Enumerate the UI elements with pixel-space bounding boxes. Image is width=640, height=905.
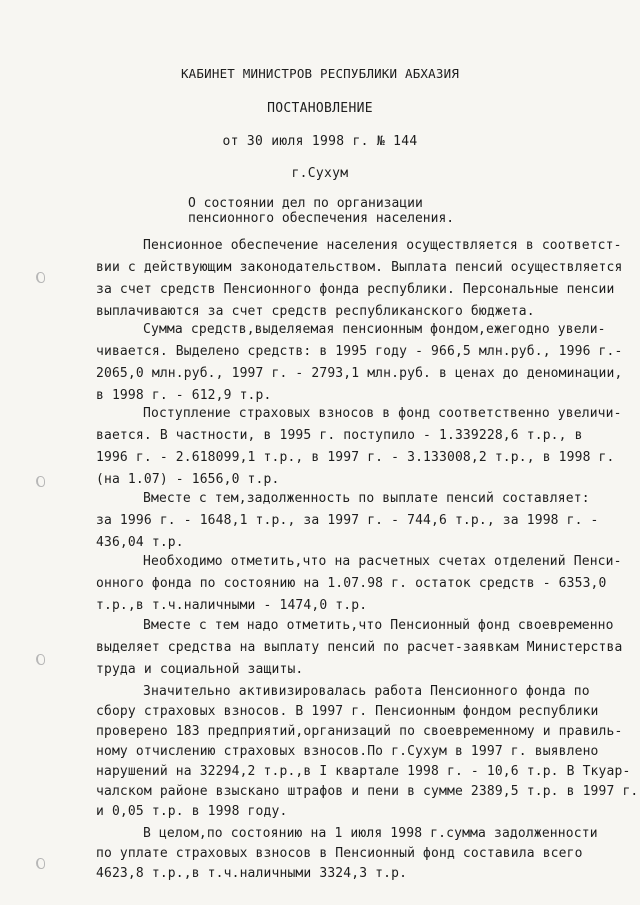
body-line: труда и социальной защиты. <box>96 662 304 677</box>
organization-heading: КАБИНЕТ МИНИСТРОВ РЕСПУБЛИКИ АБХАЗИЯ <box>180 66 460 81</box>
body-line: выплачиваются за счет средств республиканского бюджета. <box>96 304 535 319</box>
body-line: 4623,8 т.р.,в т.ч.наличными 3324,3 т.р. <box>96 866 408 881</box>
body-line: вается. В частности, в 1995 г. поступило - 1.339228,6 т.р., в <box>96 428 583 443</box>
body-line: Вместе с тем надо отметить,что Пенсионный фонд своевременно <box>143 618 614 633</box>
punch-hole-mark <box>36 858 45 869</box>
body-line: по уплате страховых взносов в Пенсионный фонд составила всего <box>96 846 583 861</box>
body-line: нарушений на 32294,2 т.р.,в I квартале 1998 г. - 10,6 т.р. В Ткуар- <box>96 764 631 779</box>
body-line: в 1998 г. - 612,9 т.р. <box>96 388 272 403</box>
punch-hole-mark <box>36 272 45 283</box>
city: г.Сухум <box>291 166 349 181</box>
subject-line: О состоянии дел по организации <box>188 196 423 211</box>
subject-line: пенсионного обеспечения населения. <box>188 211 455 226</box>
document-type: ПОСТАНОВЛЕНИЕ <box>267 101 373 116</box>
body-line: выделяет средства на выплату пенсий по расчет-заявкам Министерства <box>96 640 623 655</box>
punch-hole-mark <box>36 654 45 665</box>
body-line: т.р.,в т.ч.наличными - 1474,0 т.р. <box>96 598 368 613</box>
body-line: за 1996 г. - 1648,1 т.р., за 1997 г. - 744,6 т.р., за 1998 г. - <box>96 513 599 528</box>
body-line: онного фонда по состоянию на 1.07.98 г. остаток средств - 6353,0 <box>96 576 607 591</box>
body-line: Поступление страховых взносов в фонд соответственно увеличи- <box>143 406 622 421</box>
body-line: чалском районе взыскано штрафов и пени в сумме 2389,5 т.р. в 1997 г. <box>96 784 639 799</box>
body-line: (на 1.07) - 1656,0 т.р. <box>96 472 280 487</box>
date-and-number: от 30 июля 1998 г. № 144 <box>222 134 418 149</box>
body-line: 436,04 т.р. <box>96 535 184 550</box>
subject <box>188 196 454 226</box>
punch-hole-mark <box>36 476 45 487</box>
body-line: 2065,0 млн.руб., 1997 г. - 2793,1 млн.руб. в ценах до деноминации, <box>96 366 623 381</box>
body-line: вии с действующим законодательством. Выплата пенсий осуществляется <box>96 260 623 275</box>
body-line: проверено 183 предприятий,организаций по своевременному и правиль- <box>96 724 623 739</box>
body-line: 1996 г. - 2.618099,1 т.р., в 1997 г. - 3.133008,2 т.р., в 1998 г. <box>96 450 615 465</box>
body-line: Сумма средств,выделяемая пенсионным фондом,ежегодно увели- <box>143 322 606 337</box>
body-line: Пенсионное обеспечение населения осуществляется в соответст- <box>143 238 622 253</box>
body-line: сбору страховых взносов. В 1997 г. Пенсионным фондом республики <box>96 704 599 719</box>
body-line: чивается. Выделено средств: в 1995 году - 966,5 млн.руб., 1996 г.- <box>96 344 623 359</box>
body-line: Необходимо отметить,что на расчетных счетах отделений Пенси- <box>143 554 622 569</box>
body-line: Значительно активизировалась работа Пенсионного фонда по <box>143 684 590 699</box>
body-line: В целом,по состоянию на 1 июля 1998 г.сумма задолженности <box>143 826 598 841</box>
body-line: Вместе с тем,задолженность по выплате пенсий составляет: <box>143 491 590 506</box>
body-line: и 0,05 т.р. в 1998 году. <box>96 804 288 819</box>
body-line: за счет средств Пенсионного фонда республики. Персональные пенсии <box>96 282 615 297</box>
body-line: ному отчислению страховых взносов.По г.Сухум в 1997 г. выявлено <box>96 744 599 759</box>
